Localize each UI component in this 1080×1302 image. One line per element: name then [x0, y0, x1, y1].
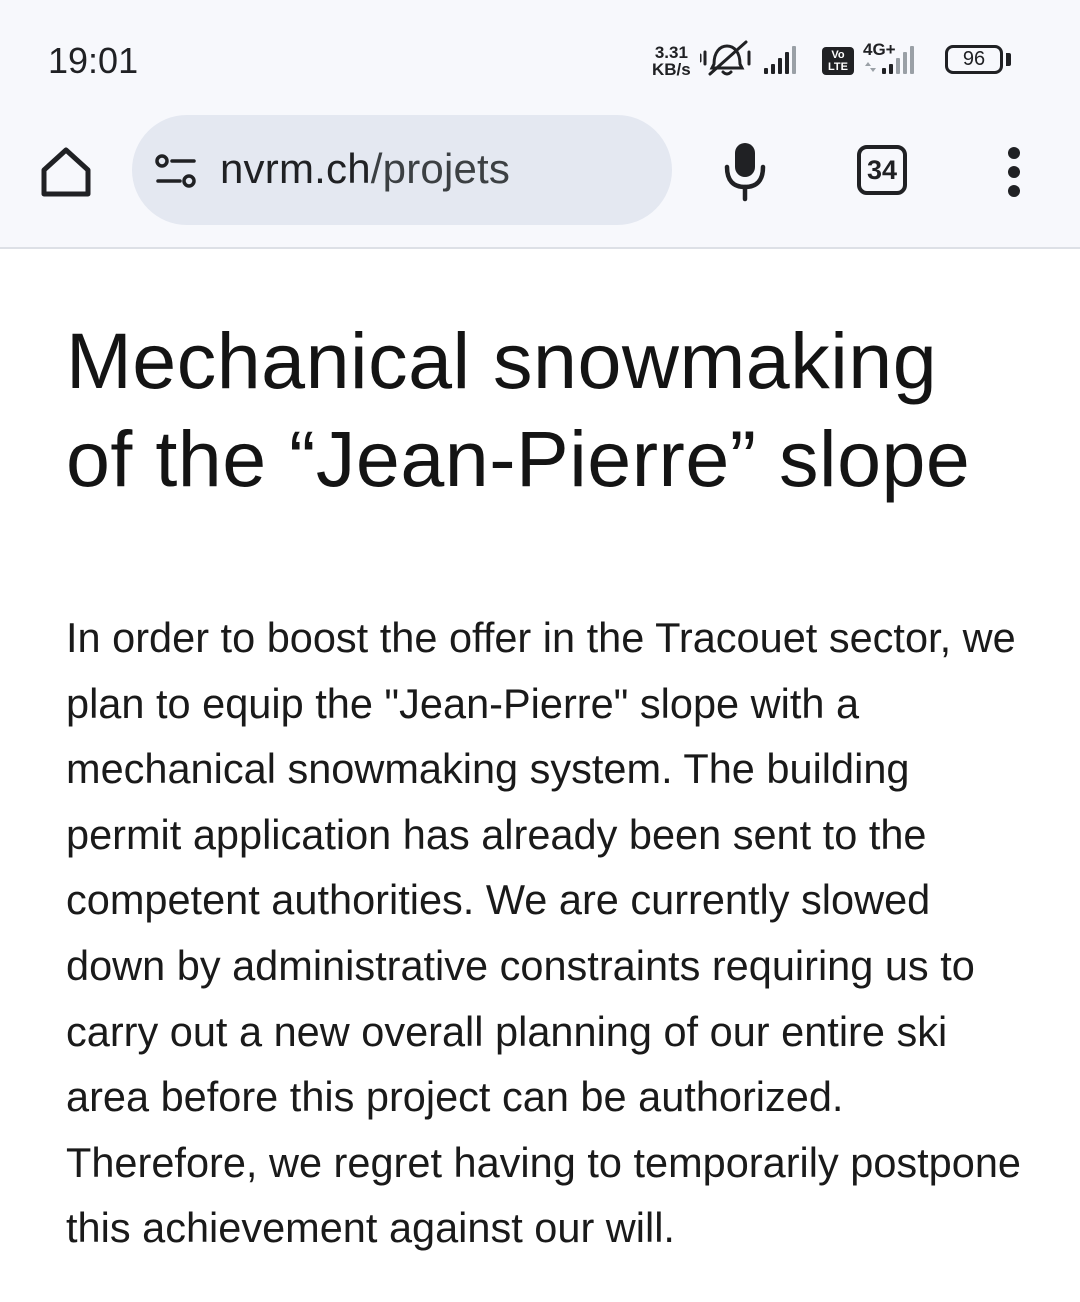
- home-icon[interactable]: [36, 142, 96, 202]
- status-time: 19:01: [48, 40, 139, 81]
- page-title: Mechanical snowmaking of the “Jean-Pierre” slope: [66, 316, 971, 503]
- network-speed-unit: KB/s: [652, 60, 691, 79]
- mute-icon: [700, 42, 749, 74]
- url-path: /projets: [370, 145, 511, 192]
- network-speed: [652, 44, 691, 78]
- signal-icon: [862, 44, 932, 78]
- network-type: 4G+: [863, 40, 896, 59]
- tab-switcher-button[interactable]: 34: [857, 145, 907, 195]
- signal-icon: [764, 46, 796, 74]
- article: [66, 312, 1026, 1261]
- article-body: In order to boost the offer in the Tracouet sector, we plan to equip the "Jean-Pierre" slope with a mechanical snowmaking system. The building permit application has already been sent to the competent authorities. We are currently slowed down by administrative constraints requiring us to carry out a new overall planning of our entire ski area before this project can be authorized. Therefore, we regret having to temporarily postpone this achievement against our will.: [66, 614, 1022, 1252]
- battery-tip: [1006, 53, 1011, 66]
- volte-badge: Vo LTE: [822, 47, 854, 75]
- url-domain: nvrm.ch: [220, 145, 371, 192]
- mic-icon[interactable]: [720, 139, 770, 203]
- browser-toolbar: [0, 115, 1080, 249]
- status-bar: [0, 0, 1080, 115]
- network-speed-value: 3.31: [654, 43, 688, 62]
- more-vert-icon[interactable]: [1000, 145, 1028, 199]
- status-icons: [700, 38, 820, 82]
- address-bar[interactable]: [132, 115, 672, 225]
- battery-indicator: 96: [945, 45, 1003, 74]
- url-text[interactable]: [220, 145, 510, 193]
- tune-icon[interactable]: [154, 151, 198, 191]
